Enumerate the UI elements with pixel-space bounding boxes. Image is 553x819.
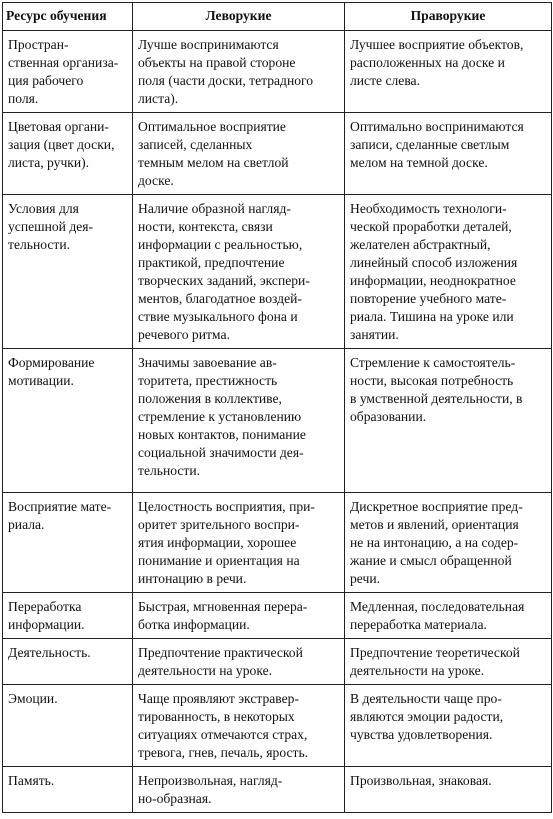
left-handed-cell: Чаще проявляют экстравер- тированность, в некоторых ситуациях отмечаются страх, тревога, гнев, печаль, ярость. [133,685,345,767]
right-handed-cell: Медленная, последовательная переработка материала. [345,593,552,639]
left-handed-cell: Целостность восприятия, при- оритет зрительного воспри- ятия информации, хорошее понимание и ориентация на интонацию в речи. [133,493,345,593]
resource-cell: Переработка информации. [3,593,133,639]
right-handed-cell: Оптимально воспринимаются записи, сделанные светлым мелом на темной доске. [345,113,552,195]
table-row [3,767,552,813]
header-right-handed: Праворукие [345,3,552,31]
table-row [3,113,552,195]
resource-cell: Цветовая органи- зация (цвет доски, листа, ручки). [3,113,133,195]
resource-cell: Деятельность. [3,639,133,685]
table-row [3,349,552,493]
resource-cell: Эмоции. [3,685,133,767]
right-handed-cell: Произвольная, знаковая. [345,767,552,813]
table-row [3,31,552,113]
table-row [3,593,552,639]
left-handed-cell: Значимы завоевание ав- торитета, престижность положения в коллективе, стремление к установлению новых контактов, понимание социальной значимости дея- тельности. [133,349,345,493]
right-handed-cell: Стремление к самостоятель- ности, высокая потребность в умственной деятельности, в образовании. [345,349,552,493]
right-handed-cell: Лучшее восприятие объектов, расположенных на доске и листе слева. [345,31,552,113]
table-row [3,639,552,685]
resource-cell: Формирование мотивации. [3,349,133,493]
header-row [3,3,552,31]
resource-cell: Условия для успешной дея- тельности. [3,195,133,349]
right-handed-cell: Дискретное восприятие пред- метов и явлений, ориентация не на интонацию, а на содер- жание и смысл обращенной речи. [345,493,552,593]
left-handed-cell: Лучше воспринимаются объекты на правой стороне поля (части доски, тетрадного листа). [133,31,345,113]
header-left-handed: Леворукие [133,3,345,31]
left-handed-cell: Оптимальное восприятие записей, сделанных темным мелом на светлой доске. [133,113,345,195]
table-row [3,493,552,593]
left-handed-cell: Наличие образной нагляд- ности, контекста, связи информации с реальностью, практикой, предпочтение творческих заданий, экспери- ментов, благодатное воздей- ствие музыкального фона и речевого ритма. [133,195,345,349]
resource-cell: Восприятие мате- риала. [3,493,133,593]
comparison-table [2,2,552,813]
table-row [3,195,552,349]
left-handed-cell: Предпочтение практической деятельности на уроке. [133,639,345,685]
table-row [3,685,552,767]
left-handed-cell: Быстрая, мгновенная перера- ботка информации. [133,593,345,639]
right-handed-cell: Необходимость технологи- ческой проработки деталей, желателен абстрактный, линейный способ изложения информации, неоднократное повторение учебного мате- риала. Тишина на уроке или занятии. [345,195,552,349]
right-handed-cell: В деятельности чаще про- являются эмоции радости, чувства удовлетворения. [345,685,552,767]
resource-cell: Память. [3,767,133,813]
left-handed-cell: Непроизвольная, нагляд- но-образная. [133,767,345,813]
resource-cell: Простран- ственная организа- ция рабочего поля. [3,31,133,113]
right-handed-cell: Предпочтение теоретической деятельности на уроке. [345,639,552,685]
header-resource: Ресурс обучения [3,3,133,31]
